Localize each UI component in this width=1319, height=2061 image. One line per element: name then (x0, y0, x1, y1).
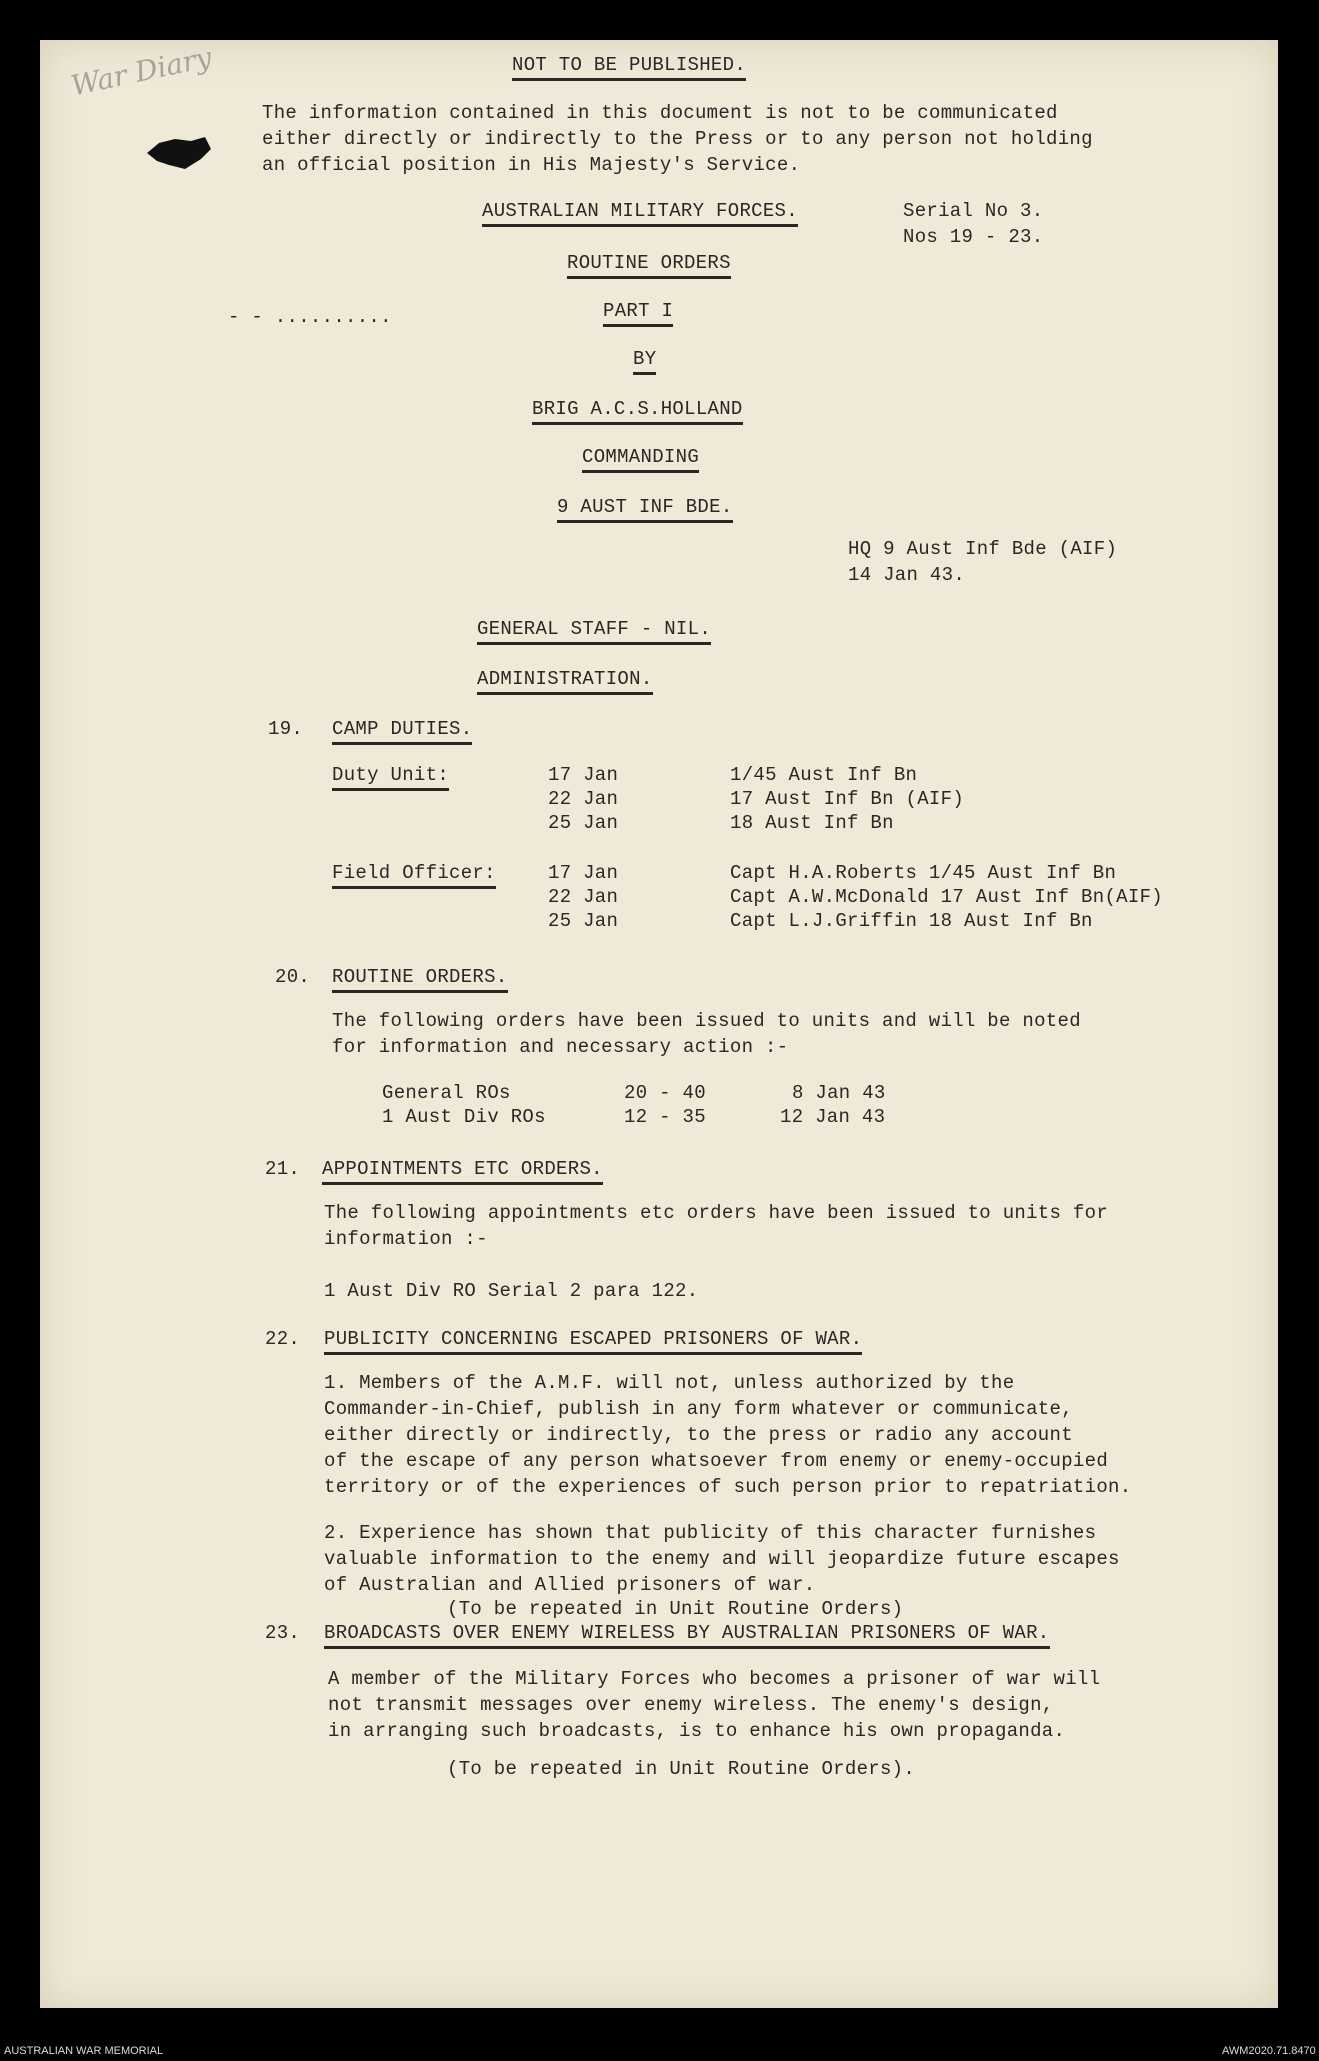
paragraph-line: The following orders have been issued to units and will be noted (332, 1010, 1081, 1032)
section-heading: PUBLICITY CONCERNING ESCAPED PRISONERS OF WAR. (324, 1330, 862, 1355)
commanding-heading: COMMANDING (582, 448, 699, 473)
paragraph-line: not transmit messages over enemy wireless. The enemy's design, (328, 1694, 1054, 1716)
officer-name: Capt H.A.Roberts 1/45 Aust Inf Bn (730, 862, 1117, 884)
paragraph-line: either directly or indirectly, to the press or radio any account (324, 1424, 1073, 1446)
warning-line: an official position in His Majesty's Service. (262, 154, 801, 176)
order-range: 12 - 35 (624, 1106, 706, 1128)
section-number: 20. (275, 966, 311, 988)
duty-date: 25 Jan (548, 812, 619, 834)
order-range: 20 - 40 (624, 1082, 706, 1104)
unit-heading: 9 AUST INF BDE. (557, 498, 733, 523)
officer-date: 17 Jan (548, 862, 619, 884)
repeat-note: (To be repeated in Unit Routine Orders) (447, 1598, 904, 1620)
not-published-heading: NOT TO BE PUBLISHED. (512, 56, 746, 81)
paragraph-line: The following appointments etc orders have been issued to units for (324, 1202, 1109, 1224)
footer-source: AUSTRALIAN WAR MEMORIAL (4, 2045, 164, 2057)
forces-heading: AUSTRALIAN MILITARY FORCES. (482, 202, 798, 227)
section-number: 23. (265, 1622, 301, 1644)
order-name: General ROs (382, 1082, 511, 1104)
section-heading: APPOINTMENTS ETC ORDERS. (322, 1160, 603, 1185)
routine-orders-heading: ROUTINE ORDERS (567, 254, 731, 279)
brigadier-name: BRIG A.C.S.HOLLAND (532, 400, 743, 425)
duty-date: 22 Jan (548, 788, 619, 810)
warning-line: either directly or indirectly to the Press or to any person not holding (262, 128, 1093, 150)
section-number: 19. (268, 718, 304, 740)
order-name: 1 Aust Div ROs (382, 1106, 546, 1128)
duty-date: 17 Jan (548, 764, 619, 786)
duty-unit: 18 Aust Inf Bn (730, 812, 894, 834)
paragraph-line: in arranging such broadcasts, is to enhance his own propaganda. (328, 1720, 1066, 1742)
serial-number: Serial No 3. (903, 200, 1044, 222)
section-number: 22. (265, 1328, 301, 1350)
duty-unit: 1/45 Aust Inf Bn (730, 764, 918, 786)
order-date: 8 Jan 43 (792, 1082, 886, 1104)
paragraph-line: information :- (324, 1228, 488, 1250)
paragraph-line: for information and necessary action :- (332, 1036, 789, 1058)
hq-address: HQ 9 Aust Inf Bde (AIF) (848, 538, 1118, 560)
paragraph-line: 1. Members of the A.M.F. will not, unless authorized by the (324, 1372, 1015, 1394)
section-heading: CAMP DUTIES. (332, 720, 472, 745)
by-heading: BY (633, 350, 656, 375)
paragraph-line: Commander-in-Chief, publish in any form whatever or communicate, (324, 1398, 1073, 1420)
paragraph-line: A member of the Military Forces who becomes a prisoner of war will (328, 1668, 1101, 1690)
torn-hole-icon (145, 135, 215, 173)
pencil-annotation: War Diary (68, 40, 215, 103)
dotted-line: - - .......... (228, 306, 392, 328)
footer-accession: AWM2020.71.8470 (1222, 2045, 1316, 2057)
field-officer-label: Field Officer: (332, 864, 496, 889)
paragraph-line: territory or of the experiences of such person prior to repatriation. (324, 1476, 1132, 1498)
officer-name: Capt A.W.McDonald 17 Aust Inf Bn(AIF) (730, 886, 1163, 908)
repeat-note: (To be repeated in Unit Routine Orders). (447, 1758, 916, 1780)
paragraph-line: valuable information to the enemy and will jeopardize future escapes (324, 1548, 1120, 1570)
section-number: 21. (265, 1158, 301, 1180)
order-numbers: Nos 19 - 23. (903, 226, 1044, 248)
paragraph-line: 2. Experience has shown that publicity of this character furnishes (324, 1522, 1097, 1544)
administration-heading: ADMINISTRATION. (477, 670, 653, 695)
part-heading: PART I (603, 302, 673, 327)
section-heading: BROADCASTS OVER ENEMY WIRELESS BY AUSTRALIAN PRISONERS OF WAR. (324, 1624, 1050, 1649)
general-staff-heading: GENERAL STAFF - NIL. (477, 620, 711, 645)
issue-date: 14 Jan 43. (848, 564, 966, 586)
paragraph-line: of Australian and Allied prisoners of war. (324, 1574, 816, 1596)
order-reference: 1 Aust Div RO Serial 2 para 122. (324, 1280, 699, 1302)
duty-unit-label: Duty Unit: (332, 766, 449, 791)
duty-unit: 17 Aust Inf Bn (AIF) (730, 788, 965, 810)
warning-line: The information contained in this document is not to be communicated (262, 102, 1058, 124)
order-date: 12 Jan 43 (780, 1106, 886, 1128)
section-heading: ROUTINE ORDERS. (332, 968, 508, 993)
paragraph-line: of the escape of any person whatsoever from enemy or enemy-occupied (324, 1450, 1109, 1472)
officer-date: 25 Jan (548, 910, 619, 932)
officer-date: 22 Jan (548, 886, 619, 908)
officer-name: Capt L.J.Griffin 18 Aust Inf Bn (730, 910, 1093, 932)
